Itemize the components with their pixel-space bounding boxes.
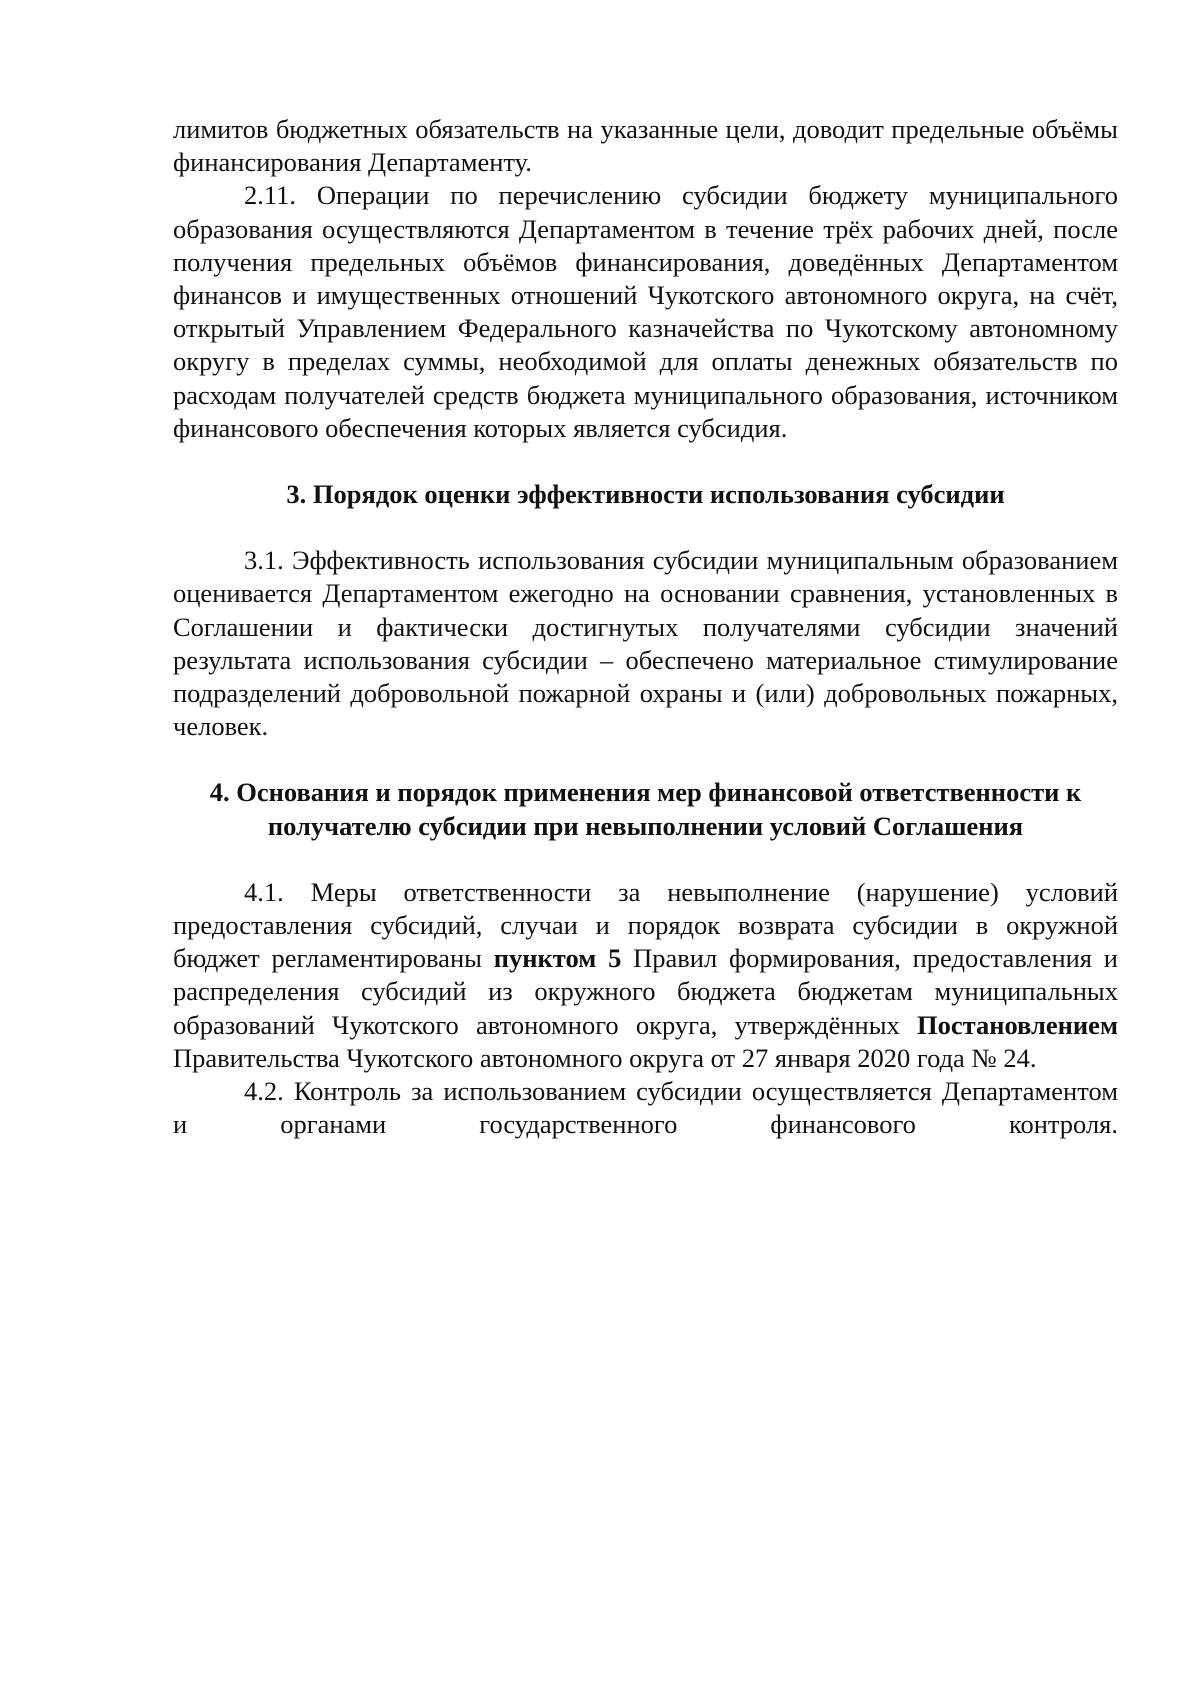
paragraph-3-1: 3.1. Эффективность использования субсидии муниципальным образованием оценивается Департаментом ежегодно на основании сравнения, установленных в Соглашении и фактически достигнутых получателями субсидии значений результата использования субсидии – обеспечено материальное стимулирование подразделений добровольной пожарной охраны и (или) добровольных пожарных, человек.: [173, 545, 1118, 742]
section-4-heading: [173, 776, 1118, 842]
section-4-heading-line-2: получателю субсидии при невыполнении условий Соглашения: [267, 810, 1024, 841]
document-page: [173, 113, 1118, 1141]
paragraph-4-1-text-b: Правил формирования, предоставления и распределения субсидий из окружного бюджета бюджетам муниципальных образований Чукотского автономного округа, утверждённых: [173, 943, 1118, 1040]
paragraph-continuation: лимитов бюджетных обязательств на указанные цели, доводит предельные объёмы финансирования Департаменту.: [173, 114, 1118, 178]
section-3-heading: 3. Порядок оценки эффективности использования субсидии: [286, 479, 1005, 510]
reference-postanovlenie: Постановлением: [916, 1009, 1118, 1040]
paragraph-4-2: 4.2. Контроль за использованием субсидии осуществляется Департаментом и органами государственного финансового контроля.: [173, 1076, 1118, 1140]
paragraph-2-11: 2.11. Операции по перечислению субсидии бюджету муниципального образования осуществляются Департаментом в течение трёх рабочих дней, после получения предельных объёмов финансирования, доведённых Департаментом финансов и имущественных отношений Чукотского автономного округа, на счёт, открытый Управлением Федерального казначейства по Чукотскому автономному округу в пределах суммы, необходимой для оплаты денежных обязательств по расходам получателей средств бюджета муниципального образования, источником финансового обеспечения которых является субсидия.: [173, 180, 1118, 443]
paragraph-4-1-text-c: Правительства Чукотского автономного округа от 27 января 2020 года № 24.: [173, 1042, 1037, 1073]
section-4-heading-line-1: 4. Основания и порядок применения мер финансовой ответственности к: [209, 777, 1082, 808]
paragraph-4-1-text-a: 4.1. Меры ответственности за невыполнение (нарушение) условий предоставления субсидий, случаи и порядок возврата субсидии в окружной бюджет регламентированы: [173, 876, 1118, 974]
paragraph-4-1: [173, 876, 1118, 1075]
reference-punkt-5: пунктом 5: [493, 943, 622, 974]
